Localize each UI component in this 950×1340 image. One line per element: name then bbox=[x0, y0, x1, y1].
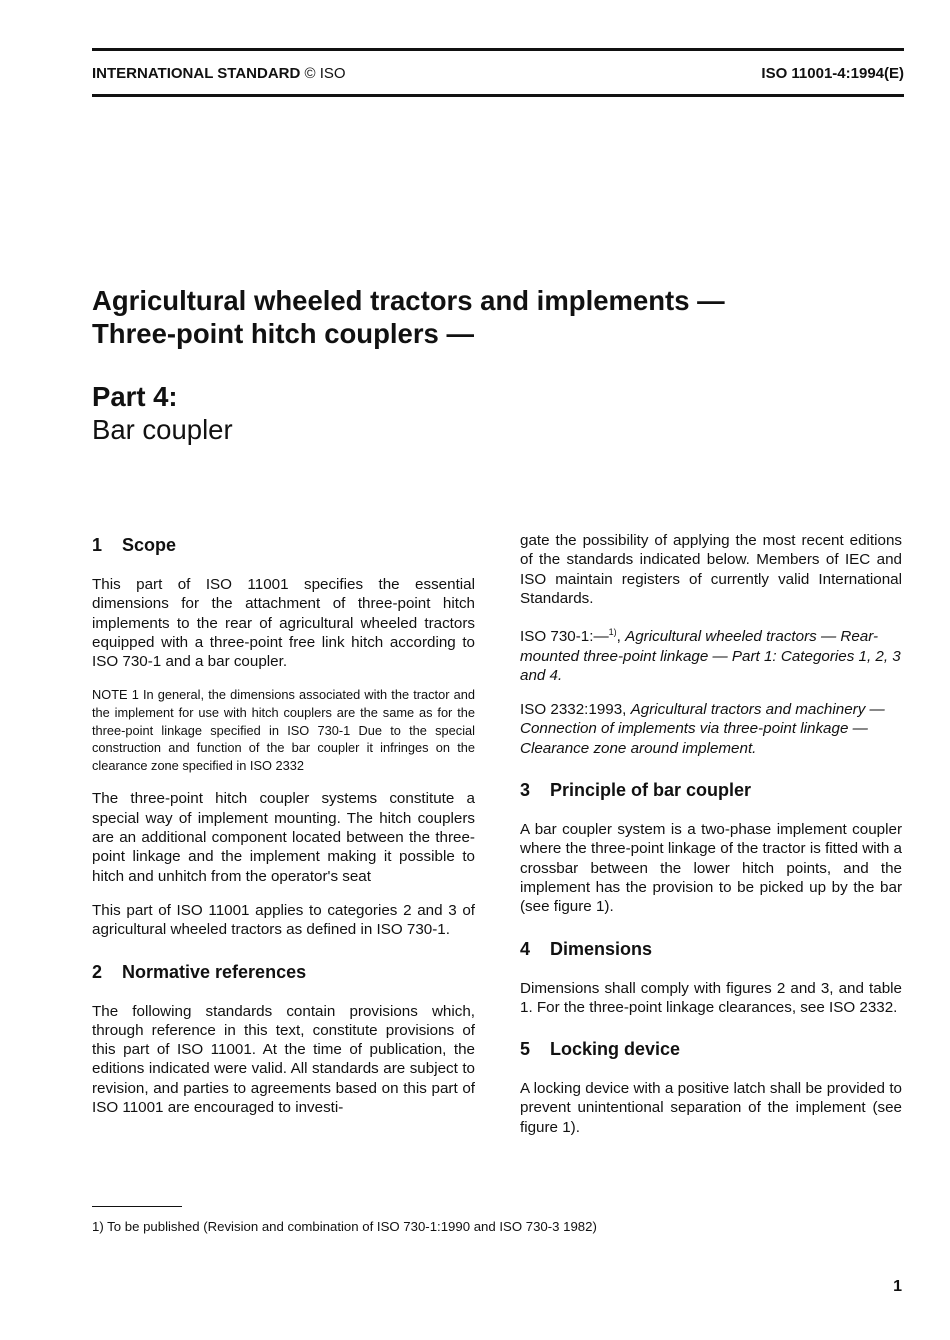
reference-1-title: Agricultural wheeled tractors — Rear-mounted three-point linkage — Part 1: Categories 1, 2, 3 and 4. bbox=[520, 628, 901, 684]
header-document-number: ISO 11001-4:1994(E) bbox=[761, 65, 904, 82]
section-4-title: Dimensions bbox=[550, 938, 653, 959]
footnote-1: 1) To be published (Revision and combination of ISO 730-1:1990 and ISO 730-3 1982) bbox=[92, 1219, 597, 1234]
normative-references-text-continued: gate the possibility of applying the most recent editions of the standards indicated below. Members of IEC and ISO maintain registers of currently valid International Standards. bbox=[520, 532, 902, 607]
scope-paragraph-3: This part of ISO 11001 applies to categories 2 and 3 of agricultural wheeled tractors as defined in ISO 730-1. bbox=[92, 901, 475, 939]
title-line-2: Three-point hitch couplers — bbox=[92, 318, 474, 349]
header-top-rule bbox=[92, 48, 904, 51]
reference-1-code: ISO 730-1:— bbox=[520, 628, 609, 646]
scope-paragraph-2: The three-point hitch coupler systems constitute a special way of implement mounting. The hitch couplers are an additional component located between the three-point linkage and the implement making it possible to hitch and unhitch from the operator's seat bbox=[92, 790, 475, 885]
title-line-1: Agricultural wheeled tractors and implements — bbox=[92, 285, 725, 316]
document-title bbox=[92, 284, 725, 350]
reference-1-footnote-marker: 1) bbox=[608, 627, 617, 638]
section-1-title: Scope bbox=[122, 535, 177, 555]
dimensions-paragraph: Dimensions shall comply with figures 2 and 3, and table 1. For the three-point linkage clearances, see ISO 2332. bbox=[520, 979, 902, 1016]
section-2-number: 2 bbox=[92, 961, 103, 982]
section-3-title: Principle of bar coupler bbox=[550, 780, 752, 801]
header-bottom-rule bbox=[92, 94, 904, 97]
header-copyright: © ISO bbox=[304, 65, 346, 82]
section-3-number: 3 bbox=[520, 780, 531, 801]
normative-references-paragraph bbox=[92, 1002, 475, 1118]
part-name: Bar coupler bbox=[92, 414, 233, 445]
locking-device-paragraph: A locking device with a positive latch shall be provided to prevent unintentional separation of the implement (see figure 1). bbox=[520, 1080, 902, 1136]
section-5-title: Locking device bbox=[550, 1039, 681, 1060]
reference-2-title: Agricultural tractors and machinery — Connection of implements via three-point linkage — Clearance zone around implement. bbox=[520, 701, 885, 757]
page-number: 1 bbox=[893, 1278, 902, 1295]
normative-references-text: The following standards contain provisions which, through reference in this text, constitute provisions of this part of ISO 11001. At the time of publication, the editions indicated were valid. All standards are subject to revision, and parties to agreements based on this part of ISO 11001 are encouraged to investi- bbox=[92, 1002, 475, 1117]
right-column bbox=[520, 531, 902, 1152]
section-3-heading bbox=[520, 778, 902, 802]
section-4-heading bbox=[520, 937, 902, 961]
footnote-rule bbox=[92, 1206, 182, 1207]
reference-iso-730-1: ISO 730-1:—$^{1)}$, Agricultural wheeled tractors — Rear-mounted three-point linkage — Part 1: Categories 1, 2, 3 and 4. bbox=[520, 627, 901, 684]
header-standard-label bbox=[92, 65, 346, 82]
reference-2-code: ISO 2332:1993, bbox=[520, 701, 627, 719]
section-4-number: 4 bbox=[520, 938, 531, 959]
header-standard-type: INTERNATIONAL STANDARD bbox=[92, 65, 301, 82]
section-5-number: 5 bbox=[520, 1039, 531, 1060]
scope-paragraph-1: This part of ISO 11001 specifies the essential dimensions for the attachment of three-point hitch implements to the rear of agricultural wheeled tractors equipped with a three-point free link hitch according to ISO 730-1 and a bar coupler. bbox=[92, 576, 475, 671]
section-5-heading bbox=[520, 1037, 902, 1061]
scope-note-1: NOTE 1 In general, the dimensions associated with the tractor and the implement for use with hitch couplers are the same as for the three-point linkage specified in ISO 730-1 Due to the special construction and function of the bar coupler it infringes on the clearance zone specified in ISO 2332 bbox=[92, 687, 475, 773]
section-2-title: Normative references bbox=[122, 961, 307, 982]
normative-references-continued bbox=[520, 531, 902, 608]
section-1-heading bbox=[92, 533, 475, 557]
left-column bbox=[92, 533, 475, 1118]
reference-iso-2332 bbox=[520, 700, 902, 758]
section-1-number: 1 bbox=[92, 535, 103, 555]
section-2-heading bbox=[92, 960, 475, 984]
principle-paragraph: A bar coupler system is a two-phase implement coupler where the three-point linkage of the tractor is fitted with a crossbar between the lower hitch points, and the implement has the provision to be picked up by the bar (see figure 1). bbox=[520, 821, 902, 916]
part-number: Part 4: bbox=[92, 381, 178, 412]
